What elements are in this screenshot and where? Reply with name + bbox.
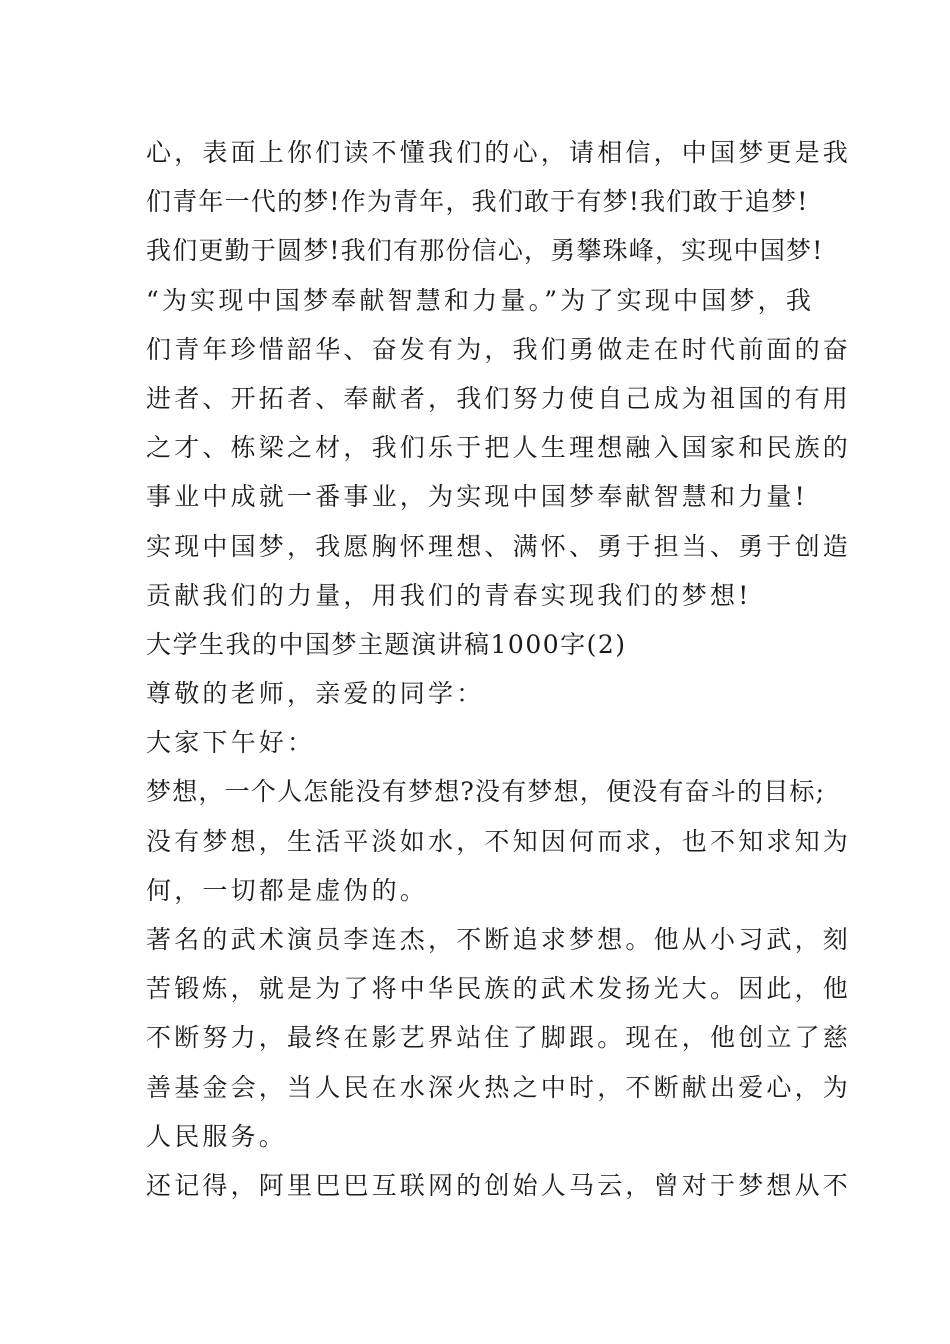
text-line: 之才、栋梁之材，我们乐于把人生理想融入国家和民族的 <box>146 433 852 463</box>
text-line: 没有梦想，生活平淡如水，不知因何而求，也不知求知为 <box>146 826 852 856</box>
text-line: 们青年珍惜韶华、奋发有为，我们勇做走在时代前面的奋 <box>146 334 852 364</box>
text-line: 们青年一代的梦!作为青年，我们敢于有梦!我们敢于追梦! <box>146 187 809 217</box>
text-line: 梦想，一个人怎能没有梦想?没有梦想，便没有奋斗的目标; <box>146 777 826 807</box>
text-line: 还记得，阿里巴巴互联网的创始人马云，曾对于梦想从不 <box>146 1170 852 1200</box>
text-line: 实现中国梦，我愿胸怀理想、满怀、勇于担当、勇于创造 <box>146 531 852 561</box>
text-line: 不断努力，最终在影艺界站住了脚跟。现在，他创立了慈 <box>146 1023 852 1053</box>
salutation-line: 尊敬的老师，亲爱的同学： <box>146 679 485 709</box>
text-line: 何，一切都是虚伪的。 <box>146 875 429 905</box>
text-line: 著名的武术演员李连杰，不断追求梦想。他从小习武，刻 <box>146 925 852 954</box>
text-line: 善基金会，当人民在水深火热之中时，不断献出爱心，为 <box>146 1072 852 1102</box>
text-line: 人民服务。 <box>146 1121 288 1151</box>
text-line: 心，表面上你们读不懂我们的心，请相信，中国梦更是我 <box>146 138 852 167</box>
text-line: 苦锻炼，就是为了将中华民族的武术发扬光大。因此，他 <box>146 974 852 1004</box>
text-line: 事业中成就一番事业，为实现中国梦奉献智慧和力量! <box>146 482 808 512</box>
text-line: 贡献我们的力量，用我们的青春实现我们的梦想! <box>146 580 752 610</box>
section-title: 大学生我的中国梦主题演讲稿1000字(2) <box>146 629 627 659</box>
text-line: “为实现中国梦奉献智慧和力量。”为了实现中国梦，我 <box>146 285 815 315</box>
text-line: 我们更勤于圆梦!我们有那份信心，勇攀珠峰，实现中国梦! <box>146 236 824 266</box>
greeting-line: 大家下午好： <box>146 728 316 758</box>
text-line: 进者、开拓者、奉献者，我们努力使自己成为祖国的有用 <box>146 383 852 413</box>
document-body <box>146 128 852 1210</box>
